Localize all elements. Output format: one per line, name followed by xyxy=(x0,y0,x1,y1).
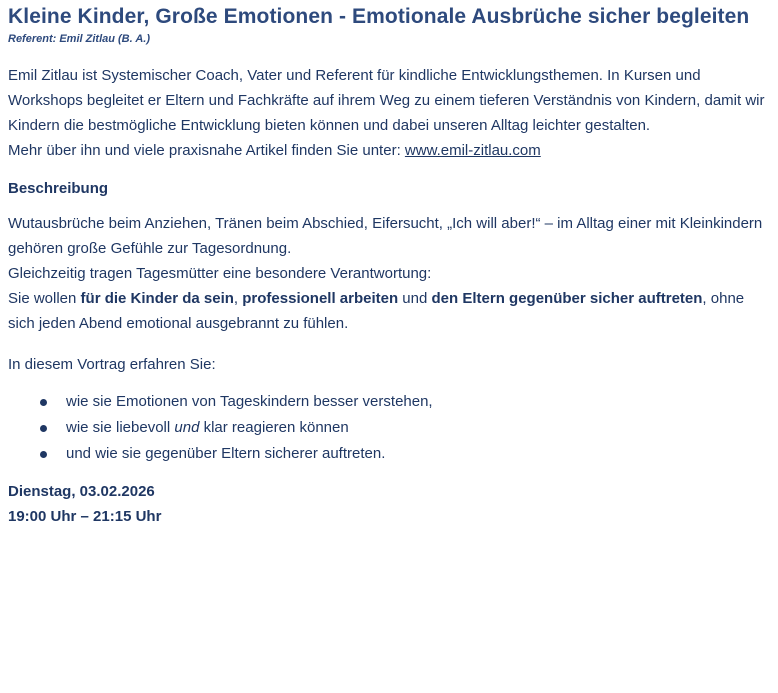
emphasis-kinder: für die Kinder da sein xyxy=(80,290,234,307)
list-item xyxy=(40,389,770,415)
list-item-text-post: klar reagieren können xyxy=(199,419,349,436)
list-item xyxy=(40,441,770,467)
description-para1: Wutausbrüche beim Anziehen, Tränen beim Abschied, Eifersucht, „Ich will aber!“ – im Alltag einer mit Kleinkindern gehören große Gefühle zur Tagesordnung. xyxy=(8,215,763,257)
list-item-text: und wie sie gegenüber Eltern sicherer auftreten. xyxy=(66,445,386,462)
description-para3-pre: Sie wollen xyxy=(8,290,81,307)
more-info-prefix: Mehr über ihn und viele praxisnahe Artikel finden Sie unter: xyxy=(8,142,405,159)
website-link[interactable]: www.emil-zitlau.com xyxy=(404,142,541,159)
description-paragraph xyxy=(8,211,770,336)
list-item-emphasis: und xyxy=(174,419,200,436)
description-heading: Beschreibung xyxy=(8,180,109,197)
intro-text: Emil Zitlau ist Systemischer Coach, Vater und Referent für kindliche Entwicklungsthemen. In Kursen und Workshops begleitet er Eltern und Fachkräfte auf ihrem Weg zu einem tieferen Verständnis von Kindern, damit wir Kindern die bestmögliche Entwicklung bieten können und dabei unseren Alltag leichter gestalten. xyxy=(8,67,765,134)
intro-paragraph xyxy=(8,63,770,163)
event-date: Dienstag, 03.02.2026 xyxy=(8,483,155,500)
list-item-text-pre: wie sie liebevoll xyxy=(66,419,175,436)
description-para3-sep1: , xyxy=(233,290,243,307)
learn-intro: In diesem Vortrag erfahren Sie: xyxy=(8,356,216,373)
event-datetime xyxy=(8,479,770,529)
emphasis-professionell: professionell arbeiten xyxy=(242,290,399,307)
emphasis-eltern: den Eltern gegenüber sicher auftreten xyxy=(431,290,703,307)
event-time: 19:00 Uhr – 21:15 Uhr xyxy=(8,508,162,525)
list-item xyxy=(40,415,770,441)
bullet-dot-icon xyxy=(40,399,47,406)
bullet-dot-icon xyxy=(40,425,47,432)
page-title: Kleine Kinder, Große Emotionen - Emotionale Ausbrüche sicher begleiten xyxy=(8,5,750,28)
learning-list xyxy=(8,389,770,467)
description-para3-post: , ohne sich jeden Abend emotional ausgebrannt zu fühlen. xyxy=(8,290,745,332)
bullet-dot-icon xyxy=(40,451,47,458)
list-item-text: wie sie Emotionen von Tageskindern besser verstehen, xyxy=(66,393,433,410)
description-para3-sep2: und xyxy=(398,290,432,307)
description-para2: Gleichzeitig tragen Tagesmütter eine besondere Verantwortung: xyxy=(8,265,432,282)
speaker-line: Referent: Emil Zitlau (B. A.) xyxy=(8,33,150,45)
